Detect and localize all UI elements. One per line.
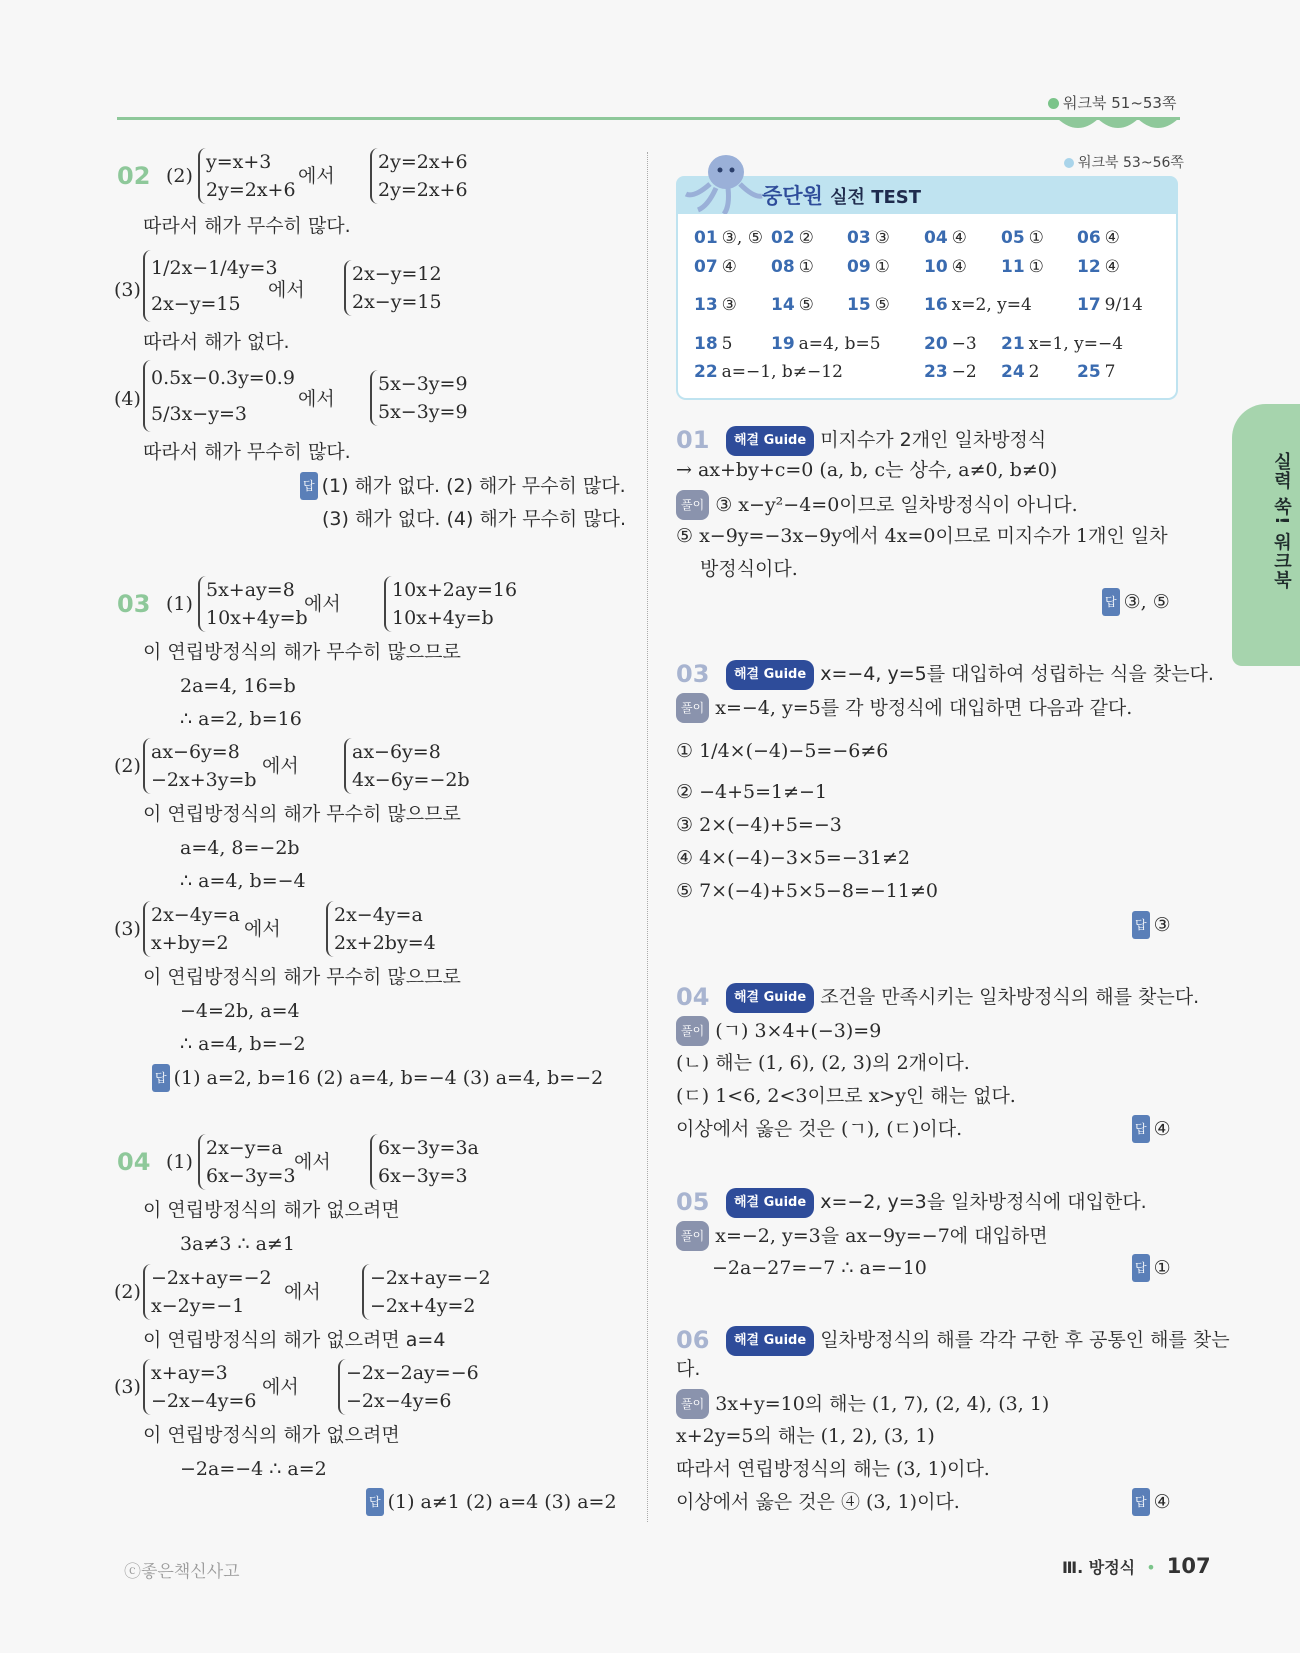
solution-line: x+2y=5의 해는 (1, 2), (3, 1): [676, 1425, 935, 1447]
solution-line: ⑤ x−9y=−3x−9y에서 4x=0이므로 미지수가 1개인 일차: [676, 525, 1168, 547]
answer-line: 답 ③: [1132, 911, 1171, 939]
solution-badge: 풀이: [676, 693, 709, 723]
test-ref: 워크북 53~56쪽: [1064, 152, 1184, 172]
equation-system: ax−6y=8 −2x+3y=b: [143, 738, 257, 794]
answer-cell: 02 ②: [771, 228, 814, 248]
equation-system: 5x+ay=8 10x+4y=b: [198, 576, 308, 632]
solution-line: 풀이 x=−4, y=5를 각 방정식에 대입하면 다음과 같다.: [676, 693, 1132, 723]
eseo-text: 에서: [262, 755, 299, 777]
equation-system: −2x+ay=−2 x−2y=−1: [143, 1264, 272, 1320]
dot-separator: •: [1146, 1558, 1156, 1577]
solution-badge: 풀이: [676, 1016, 709, 1046]
equation-text: −4=2b, a=4: [180, 1000, 300, 1022]
answer-cell: 12 ④: [1077, 257, 1120, 277]
answer-cell: 01 ③, ⑤: [694, 228, 763, 248]
solution-badge: 풀이: [676, 1389, 709, 1419]
side-tab-label: 실력 쑥! 워크북: [1271, 452, 1292, 590]
part-label: (4): [114, 388, 141, 410]
guide-badge: 해결 Guide: [726, 426, 814, 456]
part-label: (1): [166, 1151, 193, 1173]
eseo-text: 에서: [298, 388, 335, 410]
guide-line: 해결 Guide x=−2, y=3을 일차방정식에 대입한다.: [726, 1188, 1147, 1218]
result-text: ∴ a=2, b=16: [180, 708, 302, 730]
answer-cell: 17 9/14: [1077, 295, 1143, 315]
answer-badge: 답: [366, 1488, 384, 1516]
option-line: ③ 2×(−4)+5=−3: [676, 814, 842, 836]
solution-line: (ㄷ) 1<6, 2<3이므로 x>y인 해는 없다.: [676, 1085, 1016, 1107]
option-line: ① 1/4×(−4)−5=−6≠6: [676, 740, 889, 762]
equation-system: y=x+3 2y=2x+6: [198, 148, 296, 204]
column-divider: [647, 152, 648, 1522]
solution-line: → ax+by+c=0 (a, b, c는 상수, a≠0, b≠0): [676, 459, 1058, 481]
answer-cell: 25 7: [1077, 362, 1116, 382]
guide-line: 해결 Guide 조건을 만족시키는 일차방정식의 해를 찾는다.: [726, 983, 1199, 1013]
solution-badge: 풀이: [676, 490, 709, 520]
equation-system: 10x+2ay=16 10x+4y=b: [384, 576, 517, 632]
guide-badge: 해결 Guide: [726, 1188, 814, 1218]
answer-cell: 24 2: [1001, 362, 1040, 382]
page-footer: Ⅲ. 방정식 • 107: [1062, 1554, 1211, 1578]
answer-cell: 09 ①: [847, 257, 890, 277]
problem-number-04: 04: [117, 1148, 151, 1176]
option-line: ⑤ 7×(−4)+5×5−8=−11≠0: [676, 880, 938, 902]
guide-badge: 해결 Guide: [726, 983, 814, 1013]
guide-line: 해결 Guide x=−4, y=5를 대입하여 성립하는 식을 찾는다.: [726, 660, 1214, 690]
equation-text: −2a=−4 ∴ a=2: [180, 1458, 327, 1480]
option-line: ④ 4×(−4)−3×5=−31≠2: [676, 847, 910, 869]
solution-line: 풀이 3x+y=10의 해는 (1, 7), (2, 4), (3, 1): [676, 1389, 1049, 1419]
equation-system: 2x−4y=a x+by=2: [143, 901, 240, 957]
answer-cell: 06 ④: [1077, 228, 1120, 248]
answer-cell: 08 ①: [771, 257, 814, 277]
equation-system: 1/2x−1/4y=3 2x−y=15: [143, 250, 278, 322]
answer-badge: 답: [300, 472, 318, 500]
solution-line: (ㄴ) 해는 (1, 6), (2, 3)의 2개이다.: [676, 1052, 970, 1074]
eseo-text: 에서: [284, 1281, 321, 1303]
part-label: (3): [114, 918, 141, 940]
equation-system: 0.5x−0.3y=0.9 5/3x−y=3: [143, 360, 295, 432]
equation-text: 2a=4, 16=b: [180, 675, 296, 697]
question-number-06: 06: [676, 1326, 710, 1354]
condition-text: 이 연립방정식의 해가 없으려면: [143, 1199, 400, 1221]
equation-system: 5x−3y=9 5x−3y=9: [370, 370, 468, 426]
wave-decoration: [1058, 119, 1180, 135]
answer-cell: 03 ③: [847, 228, 890, 248]
answer-badge: 답: [1102, 588, 1120, 616]
condition-text: 이 연립방정식의 해가 무수히 많으므로: [143, 641, 461, 663]
answer-line: (3) 해가 없다. (4) 해가 무수히 많다.: [322, 508, 627, 530]
part-label: (2): [114, 1281, 141, 1303]
guide-line: 해결 Guide 일차방정식의 해를 각각 구한 후 공통인 해를 찾는: [726, 1326, 1230, 1356]
equation-system: −2x+ay=−2 −2x+4y=2: [362, 1264, 491, 1320]
answer-cell: 04 ④: [924, 228, 967, 248]
solution-line: 풀이 (ㄱ) 3×4+(−3)=9: [676, 1016, 881, 1046]
result-text: ∴ a=4, b=−2: [180, 1033, 306, 1055]
condition-text: 이 연립방정식의 해가 무수히 많으므로: [143, 803, 461, 825]
answer-cell: 10 ④: [924, 257, 967, 277]
solution-line: 이상에서 옳은 것은 ④ (3, 1)이다.: [676, 1491, 960, 1513]
answer-line: 답 ③, ⑤: [1102, 588, 1170, 616]
guide-badge: 해결 Guide: [726, 1326, 814, 1356]
answer-cell: 19 a=4, b=5: [771, 334, 881, 354]
result-text: 따라서 해가 없다.: [143, 331, 290, 353]
answer-line: 답 ④: [1132, 1488, 1171, 1516]
answer-badge: 답: [152, 1064, 170, 1092]
solution-line: 이상에서 옳은 것은 (ㄱ), (ㄷ)이다.: [676, 1118, 963, 1140]
eseo-text: 에서: [268, 279, 305, 301]
part-label: (1): [166, 593, 193, 615]
answer-line: 답 (1) a=2, b=16 (2) a=4, b=−4 (3) a=4, b=−2: [152, 1064, 603, 1092]
answer-line: 답 ①: [1132, 1254, 1171, 1282]
answer-cell: 05 ①: [1001, 228, 1044, 248]
answer-cell: 14 ⑤: [771, 295, 814, 315]
equation-text: a=4, 8=−2b: [180, 837, 300, 859]
equation-system: 2y=2x+6 2y=2x+6: [370, 148, 468, 204]
part-label: (2): [114, 755, 141, 777]
question-number-03: 03: [676, 660, 710, 688]
dot-icon: [1064, 158, 1074, 168]
problem-number-03: 03: [117, 590, 151, 618]
option-line: ② −4+5=1≠−1: [676, 781, 828, 803]
result-text: 따라서 해가 무수히 많다.: [143, 215, 351, 237]
header-rule: [117, 117, 1180, 120]
solution-line: 풀이 ③ x−y²−4=0이므로 일차방정식이 아니다.: [676, 490, 1078, 520]
answer-cell: 16 x=2, y=4: [924, 295, 1032, 315]
answer-cell: 20 −3: [924, 334, 977, 354]
part-label: (3): [114, 279, 141, 301]
answer-badge: 답: [1132, 911, 1150, 939]
guide-line-continued: 다.: [676, 1358, 701, 1380]
equation-system: 2x−y=12 2x−y=15: [344, 260, 442, 316]
result-text: 따라서 해가 무수히 많다.: [143, 441, 351, 463]
test-title: 중단원 실전 TEST: [762, 184, 922, 208]
workbook-ref: 워크북 51~53쪽: [1048, 92, 1176, 113]
question-number-05: 05: [676, 1188, 710, 1216]
part-label: (3): [114, 1376, 141, 1398]
guide-badge: 해결 Guide: [726, 660, 814, 690]
answer-cell: 15 ⑤: [847, 295, 890, 315]
answer-line: 답 ④: [1132, 1115, 1171, 1143]
answer-badge: 답: [1132, 1488, 1150, 1516]
result-text: ∴ a=4, b=−4: [180, 870, 306, 892]
equation-system: 2x−4y=a 2x+2by=4: [326, 901, 436, 957]
condition-text: 이 연립방정식의 해가 없으려면 a=4: [143, 1329, 446, 1351]
answer-cell: 13 ③: [694, 295, 737, 315]
answer-cell: 23 −2: [924, 362, 977, 382]
answer-cell: 18 5: [694, 334, 733, 354]
eseo-text: 에서: [244, 918, 281, 940]
solution-line: 따라서 연립방정식의 해는 (3, 1)이다.: [676, 1458, 990, 1480]
equation-system: −2x−2ay=−6 −2x−4y=6: [338, 1359, 479, 1415]
part-label: (2): [166, 165, 193, 187]
solution-badge: 풀이: [676, 1221, 709, 1251]
octopus-icon: [684, 150, 764, 216]
eseo-text: 에서: [304, 593, 341, 615]
dot-icon: [1048, 98, 1059, 109]
eseo-text: 에서: [262, 1376, 299, 1398]
equation-text: 3a≠3 ∴ a≠1: [180, 1233, 295, 1255]
question-number-01: 01: [676, 426, 710, 454]
answer-badge: 답: [1132, 1115, 1150, 1143]
solution-line: 풀이 x=−2, y=3을 ax−9y=−7에 대입하면: [676, 1221, 1048, 1251]
condition-text: 이 연립방정식의 해가 없으려면: [143, 1424, 400, 1446]
publisher-credit: ⓒ좋은책신사고: [124, 1562, 240, 1582]
eseo-text: 에서: [298, 165, 335, 187]
solution-line: −2a−27=−7 ∴ a=−10: [712, 1257, 927, 1279]
answer-cell: 07 ④: [694, 257, 737, 277]
answer-badge: 답: [1132, 1254, 1150, 1282]
answer-cell: 21 x=1, y=−4: [1001, 334, 1124, 354]
answer-cell: 22 a=−1, b≠−12: [694, 362, 843, 382]
answer-cell: 11 ①: [1001, 257, 1044, 277]
question-number-04: 04: [676, 983, 710, 1011]
eseo-text: 에서: [294, 1151, 331, 1173]
equation-system: 6x−3y=3a 6x−3y=3: [370, 1134, 479, 1190]
answer-line: 답 (1) a≠1 (2) a=4 (3) a=2: [366, 1488, 617, 1516]
problem-number-02: 02: [117, 162, 151, 190]
answer-line: 답 (1) 해가 없다. (2) 해가 무수히 많다.: [300, 472, 626, 500]
equation-system: ax−6y=8 4x−6y=−2b: [344, 738, 470, 794]
condition-text: 이 연립방정식의 해가 무수히 많으므로: [143, 966, 461, 988]
solution-line: 방정식이다.: [700, 558, 798, 580]
equation-system: x+ay=3 −2x−4y=6: [143, 1359, 256, 1415]
guide-line: 해결 Guide 미지수가 2개인 일차방정식: [726, 426, 1046, 456]
equation-system: 2x−y=a 6x−3y=3: [198, 1134, 296, 1190]
